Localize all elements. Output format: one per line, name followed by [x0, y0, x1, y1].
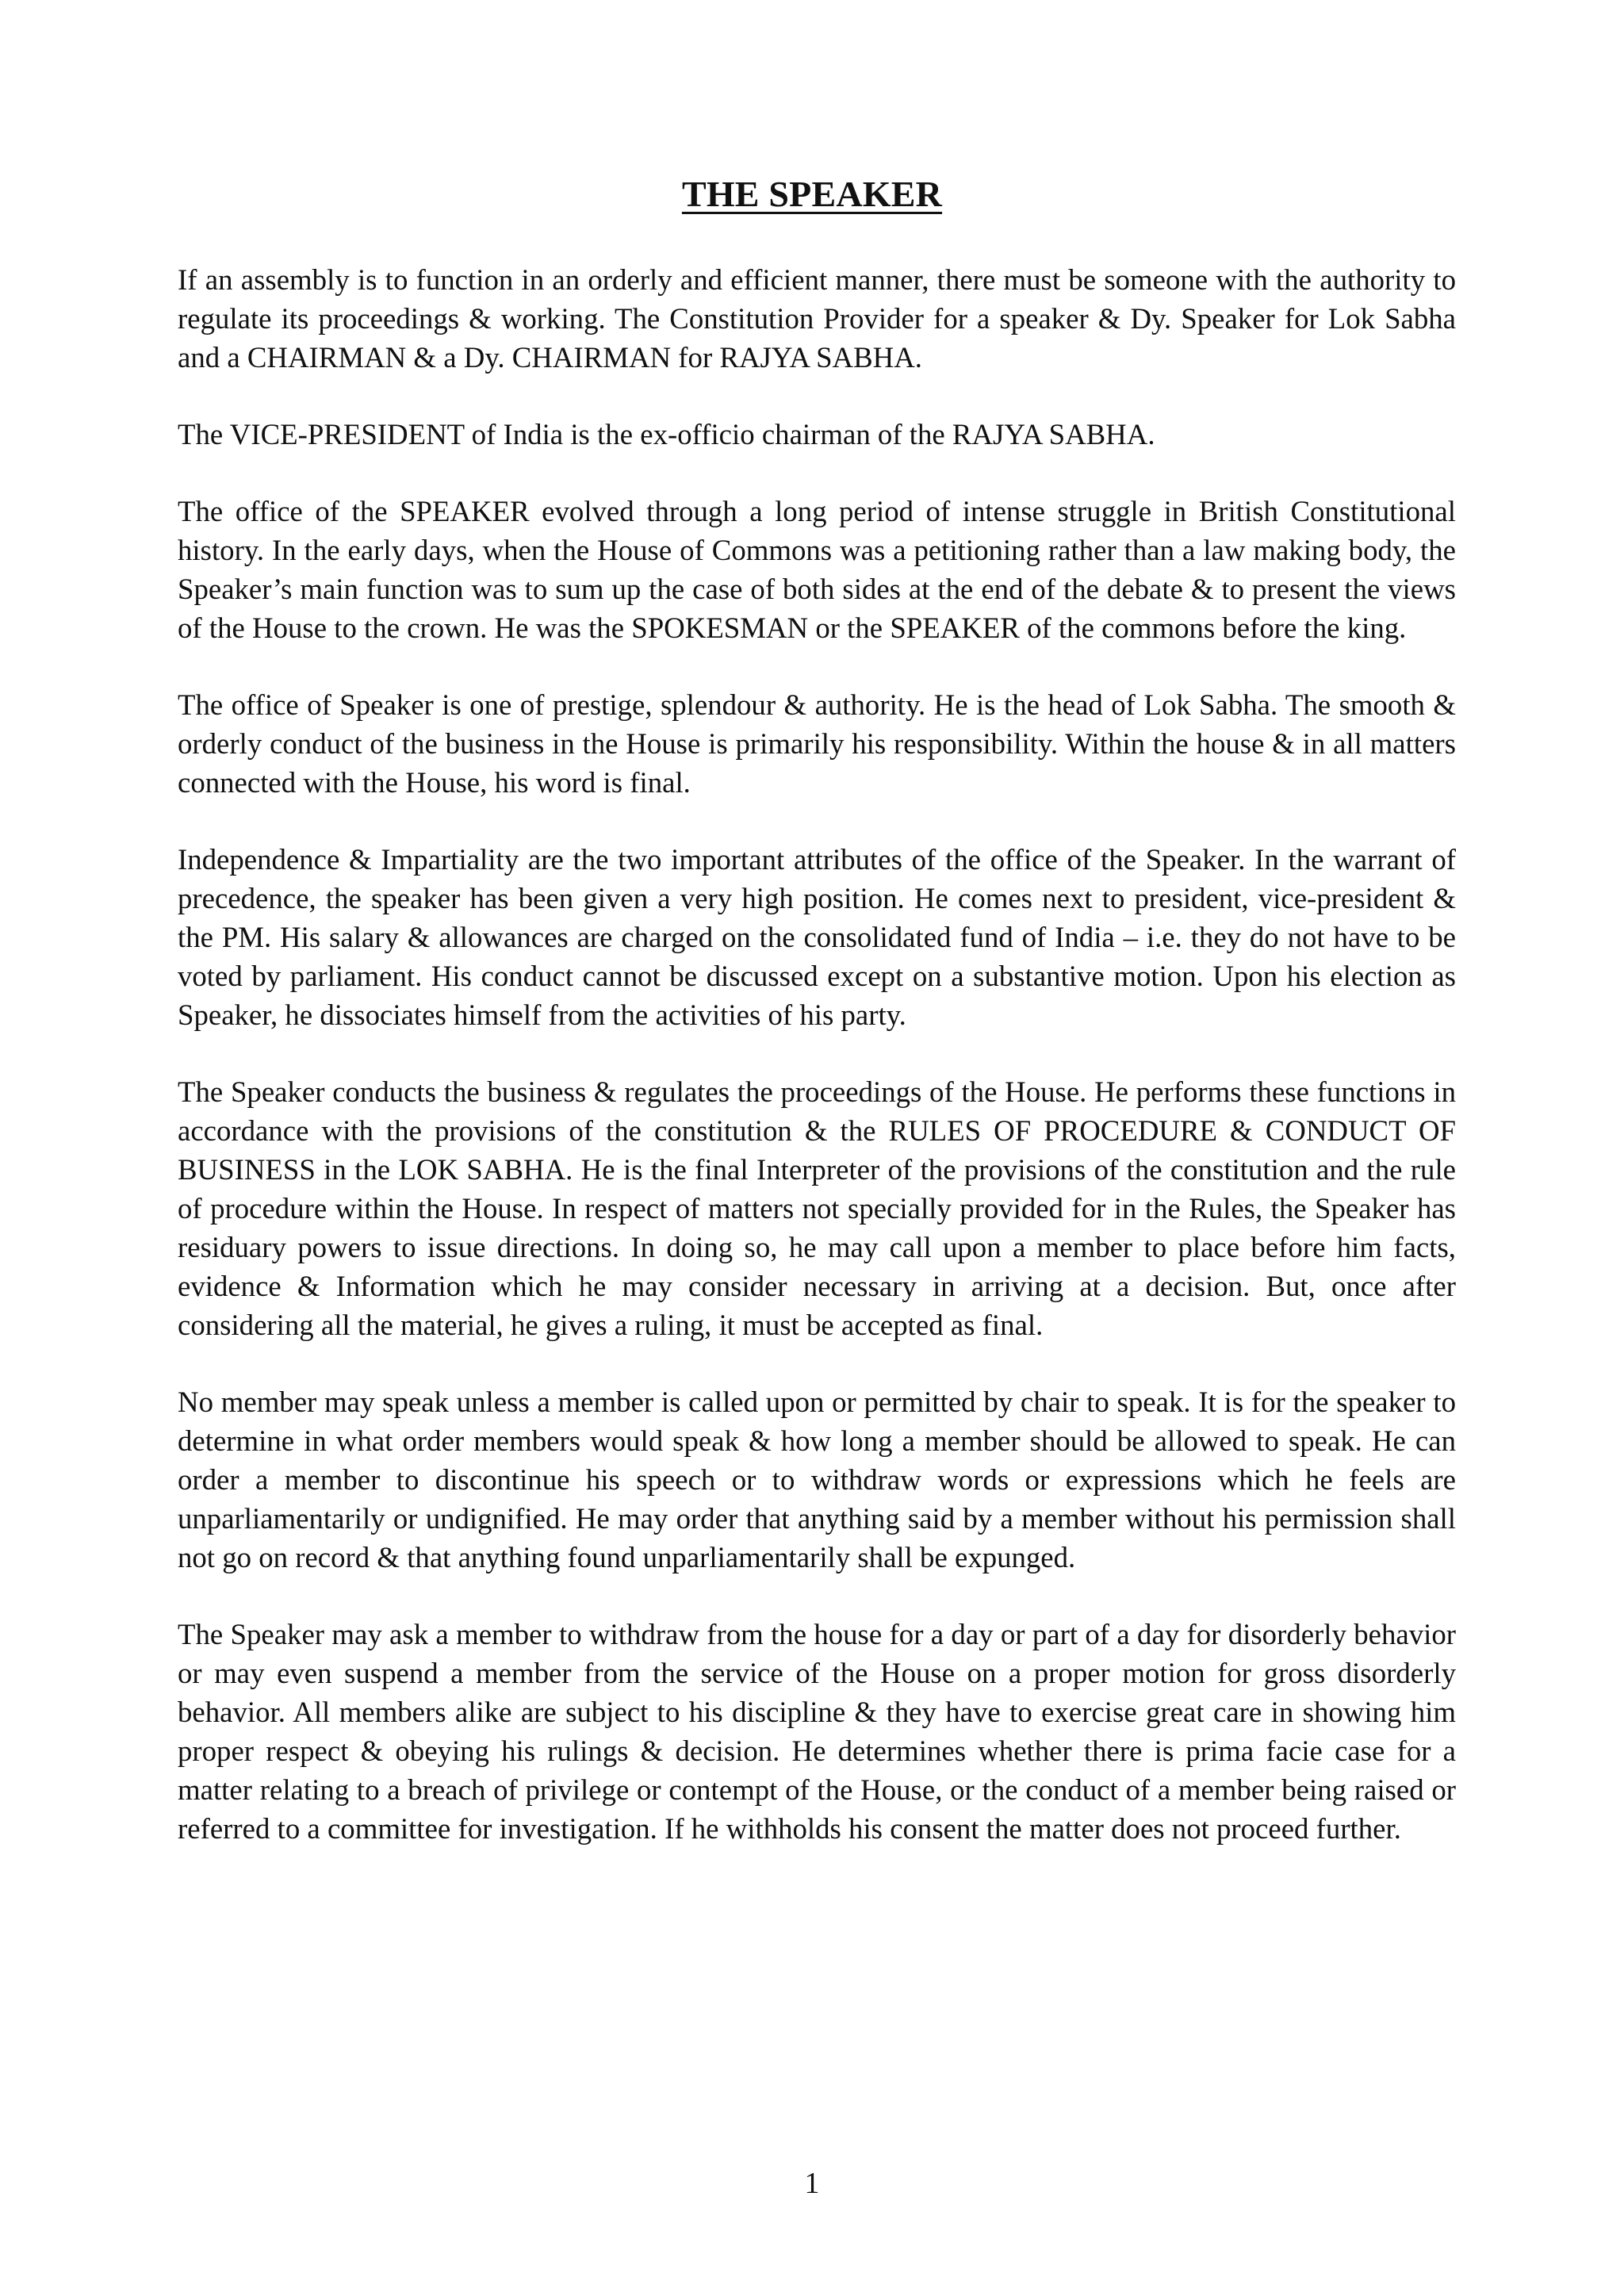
page-title: THE SPEAKER [681, 174, 943, 214]
paragraph-conduct-business: The Speaker conducts the business & regulates the proceedings of the House. He performs these functions in accordance with the provisions of the constitution & the RULES OF PROCEDURE & CONDUCT OF BUSINESS in the LOK SABHA. He is the final Interpreter of the provisions of the constitution and the rule of procedure within the House. In respect of matters not specially provided for in the Rules, the Speaker has residuary powers to issue directions. In doing so, he may call upon a member to place before him facts, evidence & Information which he may consider necessary in arriving at a decision. But, once after considering all the material, he gives a ruling, it must be accepted as final. [178, 1075, 1456, 1341]
paragraph-assembly-authority: If an assembly is to function in an orderly and efficient manner, there must be someone with the authority to regulate its proceedings & working. The Constitution Provider for a speaker & Dy. Speaker for Lok Sabha and a CHAIRMAN & a Dy. CHAIRMAN for RAJYA SABHA. [178, 263, 1456, 374]
paragraph-discipline: The Speaker may ask a member to withdraw from the house for a day or part of a day for disorderly behavior or may even suspend a member from the service of the House on a proper motion for gross disorderly behavior. All members alike are subject to his discipline & they have to exercise great care in showing him proper respect & obeying his rulings & decision. He determines whether there is prima facie case for a matter relating to a breach of privilege or contempt of the House, or the conduct of a member being raised or referred to a committee for investigation. If he withholds his consent the matter does not proceed further. [178, 1618, 1456, 1845]
document-body [178, 260, 1456, 1848]
page-number: 1 [804, 2167, 820, 2200]
paragraph-independence-impartiality: Independence & Impartiality are the two important attributes of the office of the Speaker. In the warrant of precedence, the speaker has been given a very high position. He comes next to president, vice-president & the PM. His salary & allowances are charged on the consolidated fund of India – i.e. they do not have to be voted by parliament. His conduct cannot be discussed except on a substantive motion. Upon his election as Speaker, he dissociates himself from the activities of his party. [178, 843, 1456, 1031]
paragraph-office-history: The office of the SPEAKER evolved through a long period of intense struggle in British Constitutional history. In the early days, when the House of Commons was a petitioning rather than a law making body, the Speaker’s main function was to sum up the case of both sides at the end of the debate & to present the views of the House to the crown. He was the SPOKESMAN or the SPEAKER of the commons before the king. [178, 495, 1456, 644]
paragraph-prestige-authority: The office of Speaker is one of prestige, splendour & authority. He is the head of Lok Sabha. The smooth & orderly conduct of the business in the House is primarily his responsibility. Within the house & in all matters connected with the House, his word is final. [178, 688, 1456, 799]
paragraph-member-speech: No member may speak unless a member is called upon or permitted by chair to speak. It is for the speaker to determine in what order members would speak & how long a member should be allowed to speak. He can order a member to discontinue his speech or to withdraw words or expressions which he feels are unparliamentarily or undignified. He may order that anything said by a member without his permission shall not go on record & that anything found unparliamentarily shall be expunged. [178, 1386, 1456, 1573]
paragraph-vice-president: The VICE-PRESIDENT of India is the ex-officio chairman of the RAJYA SABHA. [178, 418, 1155, 450]
